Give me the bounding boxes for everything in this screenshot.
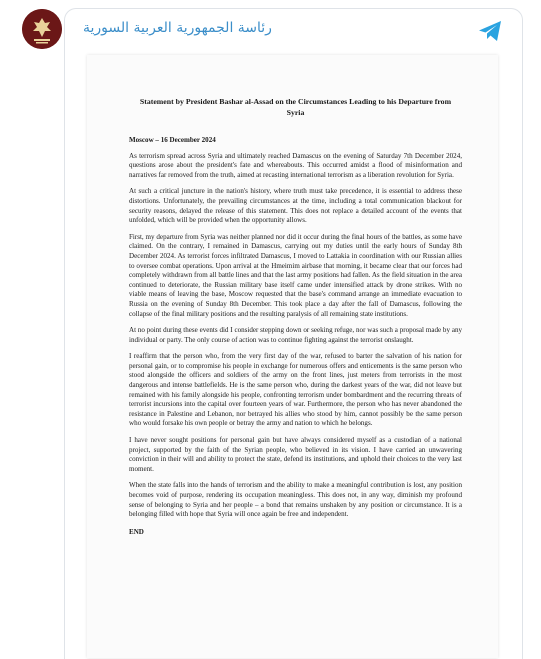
statement-paragraph-7: When the state falls into the hands of terrorism and the ability to make a meaningful contribution is lost, any position becomes void of purpose, rendering its occupation meaningless. This does not, in any way, diminish my profound sense of belonging to Syria and her people – a bond that remains unshaken by any position or circumstance. It is a belonging filled with hope that Syria will once again be free and independent. [129,481,462,519]
statement-paragraph-3: First, my departure from Syria was neither planned nor did it occur during the final hours of the battles, as some have claimed. On the contrary, I remained in Damascus, carrying out my duties until the early hours of Sunday 8th December 2024. As terrorist forces infiltrated Damascus, I moved to Lattakia in coordination with our Russian allies to oversee combat operations. Upon arrival at the Hmeimim airbase that morning, it became clear that our forces had completely withdrawn from all battle lines and that the last army positions had fallen. As the field situation in the area continued to deteriorate, the Russian military base itself came under intensified attack by drone strikes. With no viable means of leaving the base, Moscow requested that the base's command arrange an immediate evacuation to Russia on the evening of Sunday 8th December. This took place a day after the fall of Damascus, following the collapse of the final military positions and the resulting paralysis of all remaining state institutions. [129,232,462,318]
channel-avatar[interactable] [22,9,62,49]
channel-name[interactable]: رئاسة الجمهورية العربية السورية [83,20,272,36]
telegram-plane-icon[interactable] [477,18,503,44]
statement-paragraph-2: At such a critical juncture in the nation's history, where truth must take precedence, it is essential to address these distortions. Unfortunately, the prevailing circumstances at the time, including a total communication blackout for security reasons, delayed the release of this statement. This does not replace a detailed account of the events that unfolded, which will be provided when the opportunity allows. [129,187,462,225]
statement-document-body [129,97,462,537]
statement-title: Statement by President Bashar al-Assad on the Circumstances Leading to his Departure from Syria [139,97,452,117]
statement-paragraph-4: At no point during these events did I consider stepping down or seeking refuge, nor was such a proposal made by any individual or party. The only course of action was to continue fighting against the terrorist onslaught. [129,326,462,344]
statement-end: END [129,527,144,536]
syrian-presidency-seal-icon [22,9,62,49]
statement-paragraph-1: As terrorism spread across Syria and ultimately reached Damascus on the evening of Saturday 7th December 2024, questions arose about the president's fate and whereabouts. This occurred amidst a flood of misinformation and narratives far removed from the truth, aimed at recasting international terrorism as a liberation revolution for Syria. [129,151,462,179]
statement-dateline: Moscow – 16 December 2024 [129,136,216,144]
statement-paragraph-6: I have never sought positions for personal gain but have always considered myself as a custodian of a national project, supported by the faith of the Syrian people, who believed in its vision. I have carried an unwavering conviction in their will and ability to protect the state, defend its institutions, and uphold their choices to the very last moment. [129,436,462,473]
statement-document-image[interactable] [87,55,498,658]
statement-paragraph-5: I reaffirm that the person who, from the very first day of the war, refused to barter the salvation of his nation for personal gain, or to compromise his people in exchange for numerous offers and enticements is the same person who stood alongside the officers and soldiers of the army on the front lines, just meters from terrorists in the most dangerous and intense battlefields. He is the same person who, during the darkest years of the war, did not leave but remained with his family alongside his people, confronting terrorism under bombardment and the recurring threats of terrorist incursions into the capital over fourteen years of war. Furthermore, the person who has never abandoned the resistance in Palestine and Lebanon, nor betrayed his allies who stood by him, cannot possibly be the same person who would forsake his own people or betray the army and nation to which he belongs. [129,352,462,428]
